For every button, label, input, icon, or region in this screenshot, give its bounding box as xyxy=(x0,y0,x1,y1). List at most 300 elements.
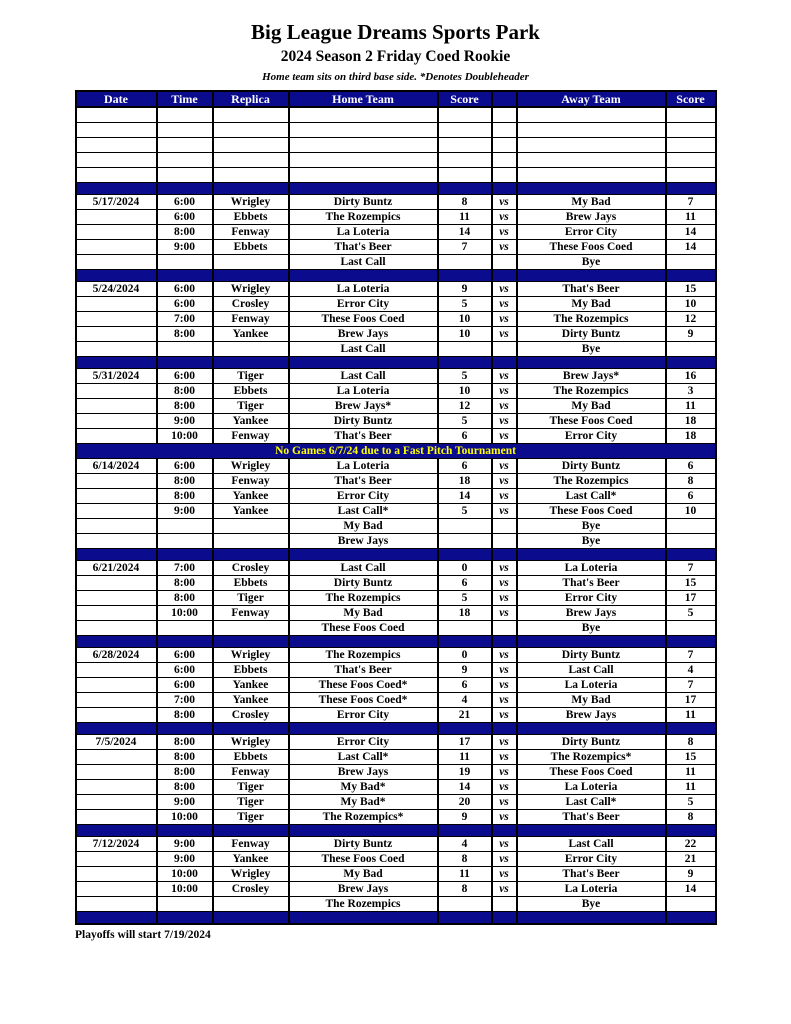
home-score-cell xyxy=(438,153,492,168)
home-score-cell: 0 xyxy=(438,648,492,663)
time-cell: 8:00 xyxy=(157,474,213,489)
date-cell xyxy=(76,912,157,925)
vs-cell: vs xyxy=(492,399,517,414)
home-score-cell xyxy=(438,255,492,270)
column-header-date-cell: Date xyxy=(76,91,157,107)
away-score-cell xyxy=(666,636,716,648)
home-score-cell: 8 xyxy=(438,195,492,210)
replica-cell xyxy=(213,897,289,912)
away-team-cell xyxy=(517,270,666,282)
note-row xyxy=(76,444,716,459)
time-cell xyxy=(157,897,213,912)
bye-row xyxy=(76,519,716,534)
home-score-cell: 6 xyxy=(438,576,492,591)
away-team-cell: Brew Jays* xyxy=(517,369,666,384)
away-team-cell: Dirty Buntz xyxy=(517,327,666,342)
away-team-cell: That's Beer xyxy=(517,282,666,297)
game-row xyxy=(76,837,716,852)
away-team-cell: Bye xyxy=(517,621,666,636)
away-team-cell xyxy=(517,357,666,369)
replica-cell: Ebbets xyxy=(213,210,289,225)
away-team-cell xyxy=(517,723,666,735)
date-cell xyxy=(76,210,157,225)
home-team-cell xyxy=(289,183,438,195)
away-score-cell xyxy=(666,255,716,270)
replica-cell: Wrigley xyxy=(213,648,289,663)
time-cell xyxy=(157,183,213,195)
away-team-cell: Error City xyxy=(517,225,666,240)
replica-cell xyxy=(213,621,289,636)
date-cell xyxy=(76,897,157,912)
replica-cell: Yankee xyxy=(213,852,289,867)
replica-cell: Tiger xyxy=(213,795,289,810)
date-cell xyxy=(76,168,157,183)
game-row xyxy=(76,606,716,621)
bye-row xyxy=(76,342,716,357)
away-team-cell xyxy=(517,123,666,138)
note-cell: No Games 6/7/24 due to a Fast Pitch Tournament xyxy=(76,444,716,459)
column-header-time-cell: Time xyxy=(157,91,213,107)
away-score-cell: 18 xyxy=(666,429,716,444)
game-row xyxy=(76,765,716,780)
date-cell: 5/24/2024 xyxy=(76,282,157,297)
home-score-cell: 20 xyxy=(438,795,492,810)
vs-cell: vs xyxy=(492,369,517,384)
date-cell xyxy=(76,414,157,429)
away-team-cell: Dirty Buntz xyxy=(517,735,666,750)
column-header-vs-cell xyxy=(492,91,517,107)
vs-cell: vs xyxy=(492,327,517,342)
away-team-cell xyxy=(517,153,666,168)
home-team-cell: The Rozempics xyxy=(289,897,438,912)
away-score-cell: 17 xyxy=(666,693,716,708)
replica-cell xyxy=(213,912,289,925)
date-cell xyxy=(76,780,157,795)
away-team-cell: My Bad xyxy=(517,195,666,210)
replica-cell: Fenway xyxy=(213,474,289,489)
home-score-cell xyxy=(438,636,492,648)
game-row xyxy=(76,414,716,429)
home-team-cell xyxy=(289,357,438,369)
home-team-cell: Brew Jays xyxy=(289,327,438,342)
home-score-cell: 14 xyxy=(438,780,492,795)
away-score-cell: 15 xyxy=(666,576,716,591)
game-row xyxy=(76,708,716,723)
away-team-cell xyxy=(517,549,666,561)
away-score-cell: 7 xyxy=(666,648,716,663)
date-cell: 5/17/2024 xyxy=(76,195,157,210)
away-score-cell: 8 xyxy=(666,735,716,750)
away-team-cell: Dirty Buntz xyxy=(517,648,666,663)
replica-cell: Crosley xyxy=(213,708,289,723)
away-score-cell: 9 xyxy=(666,327,716,342)
date-cell xyxy=(76,312,157,327)
date-cell: 6/21/2024 xyxy=(76,561,157,576)
replica-cell: Fenway xyxy=(213,765,289,780)
replica-cell: Wrigley xyxy=(213,867,289,882)
vs-cell: vs xyxy=(492,810,517,825)
home-team-cell xyxy=(289,153,438,168)
game-row xyxy=(76,576,716,591)
away-team-cell: That's Beer xyxy=(517,810,666,825)
vs-cell: vs xyxy=(492,708,517,723)
time-cell: 9:00 xyxy=(157,837,213,852)
home-team-cell: Last Call xyxy=(289,255,438,270)
replica-cell xyxy=(213,255,289,270)
home-team-cell xyxy=(289,168,438,183)
time-cell xyxy=(157,255,213,270)
vs-cell: vs xyxy=(492,735,517,750)
vs-cell: vs xyxy=(492,384,517,399)
time-cell xyxy=(157,123,213,138)
away-score-cell: 10 xyxy=(666,297,716,312)
away-team-cell: Brew Jays xyxy=(517,210,666,225)
away-team-cell: Error City xyxy=(517,591,666,606)
time-cell: 8:00 xyxy=(157,780,213,795)
column-header-away-score-cell: Score xyxy=(666,91,716,107)
home-team-cell: Last Call* xyxy=(289,504,438,519)
replica-cell: Wrigley xyxy=(213,735,289,750)
away-score-cell: 10 xyxy=(666,504,716,519)
away-score-cell: 15 xyxy=(666,282,716,297)
home-score-cell: 9 xyxy=(438,663,492,678)
game-row xyxy=(76,369,716,384)
game-row xyxy=(76,852,716,867)
home-team-cell: These Foos Coed* xyxy=(289,678,438,693)
empty-row xyxy=(76,153,716,168)
separator-row xyxy=(76,357,716,369)
home-score-cell: 7 xyxy=(438,240,492,255)
away-score-cell: 11 xyxy=(666,210,716,225)
separator-row xyxy=(76,636,716,648)
column-header-away-team-cell: Away Team xyxy=(517,91,666,107)
home-team-cell: The Rozempics xyxy=(289,648,438,663)
vs-cell xyxy=(492,636,517,648)
time-cell xyxy=(157,519,213,534)
home-score-cell xyxy=(438,723,492,735)
away-score-cell xyxy=(666,723,716,735)
date-cell xyxy=(76,153,157,168)
home-team-cell: My Bad xyxy=(289,606,438,621)
away-score-cell: 21 xyxy=(666,852,716,867)
game-row xyxy=(76,591,716,606)
date-cell xyxy=(76,107,157,123)
date-cell xyxy=(76,384,157,399)
separator-row xyxy=(76,549,716,561)
away-score-cell: 6 xyxy=(666,459,716,474)
time-cell: 6:00 xyxy=(157,369,213,384)
home-score-cell: 5 xyxy=(438,369,492,384)
replica-cell: Ebbets xyxy=(213,663,289,678)
date-cell xyxy=(76,750,157,765)
replica-cell: Tiger xyxy=(213,591,289,606)
bye-row xyxy=(76,621,716,636)
away-team-cell: Last Call xyxy=(517,663,666,678)
vs-cell: vs xyxy=(492,282,517,297)
home-team-cell: That's Beer xyxy=(289,474,438,489)
replica-cell: Yankee xyxy=(213,414,289,429)
vs-cell: vs xyxy=(492,852,517,867)
away-score-cell: 4 xyxy=(666,663,716,678)
away-team-cell: Bye xyxy=(517,255,666,270)
page-subtitle: 2024 Season 2 Friday Coed Rookie xyxy=(280,48,511,66)
home-score-cell: 5 xyxy=(438,504,492,519)
time-cell: 6:00 xyxy=(157,678,213,693)
home-team-cell xyxy=(289,107,438,123)
game-row xyxy=(76,282,716,297)
replica-cell xyxy=(213,107,289,123)
replica-cell: Yankee xyxy=(213,327,289,342)
time-cell: 7:00 xyxy=(157,693,213,708)
page-title: Big League Dreams Sports Park xyxy=(251,20,540,44)
footer-note: Playoffs will start 7/19/2024 xyxy=(75,929,211,942)
time-cell xyxy=(157,270,213,282)
home-score-cell: 5 xyxy=(438,591,492,606)
column-header-home-score-cell: Score xyxy=(438,91,492,107)
home-score-cell: 11 xyxy=(438,867,492,882)
away-team-cell: The Rozempics* xyxy=(517,750,666,765)
separator-row xyxy=(76,912,716,925)
bye-row xyxy=(76,534,716,549)
home-score-cell: 6 xyxy=(438,429,492,444)
date-cell xyxy=(76,606,157,621)
home-score-cell: 10 xyxy=(438,384,492,399)
date-cell xyxy=(76,429,157,444)
vs-cell: vs xyxy=(492,195,517,210)
away-score-cell: 7 xyxy=(666,678,716,693)
home-team-cell: Brew Jays xyxy=(289,765,438,780)
home-score-cell xyxy=(438,270,492,282)
time-cell: 9:00 xyxy=(157,504,213,519)
home-score-cell: 18 xyxy=(438,474,492,489)
time-cell: 7:00 xyxy=(157,561,213,576)
away-score-cell: 17 xyxy=(666,591,716,606)
time-cell: 8:00 xyxy=(157,750,213,765)
replica-cell: Crosley xyxy=(213,297,289,312)
replica-cell: Ebbets xyxy=(213,384,289,399)
away-team-cell: My Bad xyxy=(517,297,666,312)
replica-cell: Crosley xyxy=(213,882,289,897)
game-row xyxy=(76,735,716,750)
column-header-replica-cell: Replica xyxy=(213,91,289,107)
date-cell xyxy=(76,474,157,489)
replica-cell: Tiger xyxy=(213,369,289,384)
away-score-cell: 14 xyxy=(666,225,716,240)
vs-cell: vs xyxy=(492,648,517,663)
time-cell: 6:00 xyxy=(157,459,213,474)
away-score-cell xyxy=(666,107,716,123)
vs-cell: vs xyxy=(492,312,517,327)
game-row xyxy=(76,663,716,678)
home-team-cell: The Rozempics* xyxy=(289,810,438,825)
vs-cell xyxy=(492,357,517,369)
away-score-cell xyxy=(666,168,716,183)
vs-cell: vs xyxy=(492,882,517,897)
replica-cell xyxy=(213,270,289,282)
vs-cell: vs xyxy=(492,489,517,504)
replica-cell xyxy=(213,825,289,837)
replica-cell xyxy=(213,357,289,369)
away-team-cell: Bye xyxy=(517,897,666,912)
time-cell: 6:00 xyxy=(157,297,213,312)
away-score-cell: 15 xyxy=(666,750,716,765)
time-cell: 6:00 xyxy=(157,648,213,663)
home-score-cell xyxy=(438,138,492,153)
date-cell xyxy=(76,765,157,780)
game-row xyxy=(76,327,716,342)
date-cell xyxy=(76,534,157,549)
away-team-cell: These Foos Coed xyxy=(517,240,666,255)
away-team-cell: Bye xyxy=(517,534,666,549)
schedule-table xyxy=(75,90,717,925)
empty-row xyxy=(76,123,716,138)
home-score-cell: 14 xyxy=(438,489,492,504)
time-cell xyxy=(157,912,213,925)
vs-cell: vs xyxy=(492,663,517,678)
home-team-cell xyxy=(289,723,438,735)
away-team-cell: My Bad xyxy=(517,693,666,708)
away-score-cell xyxy=(666,897,716,912)
time-cell: 9:00 xyxy=(157,414,213,429)
away-team-cell xyxy=(517,107,666,123)
legend-text: Home team sits on third base side. *Denotes Doubleheader xyxy=(262,71,529,84)
replica-cell: Wrigley xyxy=(213,195,289,210)
vs-cell xyxy=(492,168,517,183)
home-score-cell: 10 xyxy=(438,312,492,327)
away-score-cell xyxy=(666,912,716,925)
date-cell xyxy=(76,825,157,837)
vs-cell xyxy=(492,270,517,282)
replica-cell: Fenway xyxy=(213,225,289,240)
replica-cell: Ebbets xyxy=(213,576,289,591)
vs-cell xyxy=(492,825,517,837)
date-cell xyxy=(76,327,157,342)
home-team-cell: Dirty Buntz xyxy=(289,195,438,210)
column-header-home-team-cell: Home Team xyxy=(289,91,438,107)
replica-cell xyxy=(213,153,289,168)
time-cell: 10:00 xyxy=(157,882,213,897)
replica-cell: Tiger xyxy=(213,810,289,825)
replica-cell xyxy=(213,534,289,549)
home-score-cell: 6 xyxy=(438,678,492,693)
home-team-cell: These Foos Coed xyxy=(289,312,438,327)
game-row xyxy=(76,297,716,312)
home-team-cell: My Bad* xyxy=(289,795,438,810)
away-score-cell xyxy=(666,534,716,549)
vs-cell xyxy=(492,621,517,636)
time-cell xyxy=(157,138,213,153)
away-score-cell: 7 xyxy=(666,195,716,210)
vs-cell: vs xyxy=(492,240,517,255)
vs-cell: vs xyxy=(492,606,517,621)
schedule-table-body xyxy=(76,91,716,924)
separator-row xyxy=(76,270,716,282)
replica-cell: Wrigley xyxy=(213,459,289,474)
vs-cell: vs xyxy=(492,867,517,882)
home-team-cell: My Bad* xyxy=(289,780,438,795)
replica-cell: Yankee xyxy=(213,678,289,693)
vs-cell: vs xyxy=(492,678,517,693)
home-score-cell: 4 xyxy=(438,693,492,708)
game-row xyxy=(76,867,716,882)
home-team-cell xyxy=(289,636,438,648)
home-score-cell: 11 xyxy=(438,210,492,225)
home-score-cell xyxy=(438,621,492,636)
away-team-cell xyxy=(517,138,666,153)
away-team-cell: La Loteria xyxy=(517,882,666,897)
replica-cell: Yankee xyxy=(213,489,289,504)
home-team-cell: The Rozempics xyxy=(289,210,438,225)
away-team-cell: Brew Jays xyxy=(517,606,666,621)
away-score-cell: 8 xyxy=(666,474,716,489)
home-score-cell xyxy=(438,912,492,925)
vs-cell: vs xyxy=(492,459,517,474)
date-cell xyxy=(76,810,157,825)
away-score-cell: 11 xyxy=(666,765,716,780)
away-team-cell: These Foos Coed xyxy=(517,504,666,519)
date-cell: 5/31/2024 xyxy=(76,369,157,384)
away-team-cell: Bye xyxy=(517,342,666,357)
time-cell xyxy=(157,723,213,735)
date-cell: 6/14/2024 xyxy=(76,459,157,474)
home-team-cell: These Foos Coed xyxy=(289,852,438,867)
replica-cell xyxy=(213,138,289,153)
time-cell: 10:00 xyxy=(157,429,213,444)
away-team-cell: La Loteria xyxy=(517,561,666,576)
replica-cell: Tiger xyxy=(213,399,289,414)
away-team-cell: Bye xyxy=(517,519,666,534)
vs-cell xyxy=(492,255,517,270)
home-score-cell: 0 xyxy=(438,561,492,576)
vs-cell xyxy=(492,897,517,912)
vs-cell xyxy=(492,723,517,735)
home-score-cell: 5 xyxy=(438,297,492,312)
away-score-cell: 16 xyxy=(666,369,716,384)
vs-cell xyxy=(492,123,517,138)
home-score-cell xyxy=(438,519,492,534)
replica-cell xyxy=(213,342,289,357)
time-cell: 9:00 xyxy=(157,852,213,867)
away-score-cell: 11 xyxy=(666,780,716,795)
date-cell xyxy=(76,240,157,255)
away-team-cell: Last Call* xyxy=(517,489,666,504)
away-team-cell xyxy=(517,168,666,183)
time-cell: 7:00 xyxy=(157,312,213,327)
away-team-cell: The Rozempics xyxy=(517,384,666,399)
home-team-cell: La Loteria xyxy=(289,282,438,297)
home-score-cell: 12 xyxy=(438,399,492,414)
replica-cell: Fenway xyxy=(213,837,289,852)
date-cell xyxy=(76,519,157,534)
away-score-cell xyxy=(666,123,716,138)
home-team-cell: La Loteria xyxy=(289,384,438,399)
vs-cell: vs xyxy=(492,474,517,489)
away-team-cell: That's Beer xyxy=(517,576,666,591)
time-cell: 10:00 xyxy=(157,867,213,882)
away-score-cell xyxy=(666,621,716,636)
away-score-cell: 9 xyxy=(666,867,716,882)
vs-cell: vs xyxy=(492,795,517,810)
home-score-cell: 14 xyxy=(438,225,492,240)
date-cell xyxy=(76,489,157,504)
home-team-cell xyxy=(289,549,438,561)
home-score-cell: 8 xyxy=(438,852,492,867)
replica-cell: Crosley xyxy=(213,561,289,576)
page-header xyxy=(0,0,791,83)
away-score-cell xyxy=(666,357,716,369)
bye-row xyxy=(76,897,716,912)
home-team-cell: Brew Jays* xyxy=(289,399,438,414)
